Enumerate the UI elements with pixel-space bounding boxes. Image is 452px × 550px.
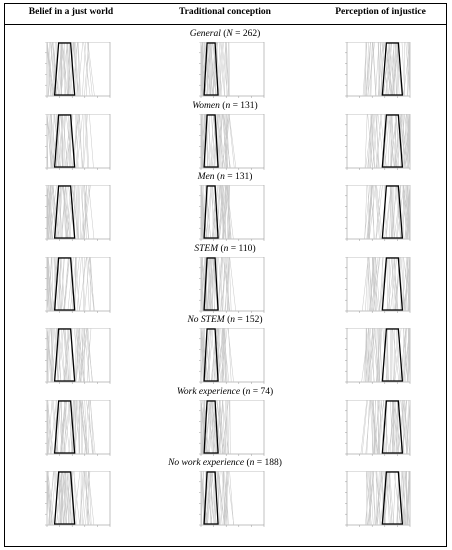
figure-header [5,4,446,25]
sample-size-value: 188 [264,458,279,468]
trajectory-svg [341,328,412,388]
trajectory-svg [41,42,112,102]
trajectory-plot [41,42,112,102]
trajectory-svg [195,471,266,531]
trajectory-plot [41,328,112,388]
group-name: No STEM [187,315,225,325]
sample-size-label: n [245,386,251,397]
trajectory-svg [195,114,266,174]
trajectory-svg [195,42,266,102]
trajectory-plot [41,257,112,317]
sample-size-label: N [226,29,233,39]
column-header-injustice: Perception of injustice [335,7,426,17]
trajectory-svg [41,400,112,460]
trajectory-svg [341,471,412,531]
trajectory-plot [195,42,266,102]
sample-size-value: 74 [260,386,270,397]
trajectory-plot [195,114,266,174]
row-title: STEM (n = 110) [194,243,256,254]
trajectory-plot [195,471,266,531]
trajectory-svg [41,114,112,174]
sample-size-value: 131 [234,172,250,182]
group-name: General [189,29,221,39]
sample-size-label: n [220,172,225,182]
row-title: Women (n = 131) [192,100,258,111]
group-name: STEM [194,243,219,254]
trajectory-svg [341,185,412,245]
trajectory-svg [341,42,412,102]
trajectory-svg [341,400,412,460]
trajectory-plot [195,257,266,317]
sample-size-value: 262 [242,29,258,39]
trajectory-svg [195,257,266,317]
trajectory-svg [195,185,266,245]
sample-size-label: n [249,458,255,468]
trajectory-svg [41,185,112,245]
trajectory-svg [41,471,112,531]
sample-size-label: n [230,315,235,325]
trajectory-plot [41,114,112,174]
trajectory-plot [341,185,412,245]
group-name: Work experience [176,386,241,397]
sample-size-value: 131 [240,100,255,111]
trajectory-svg [195,400,266,460]
row-title: No work experience (n = 188) [168,458,282,468]
figure-frame [4,3,447,547]
sample-size-label: n [223,243,229,254]
sample-size-value: 110 [238,243,253,254]
trajectory-plot [341,114,412,174]
trajectory-svg [341,257,412,317]
trajectory-plot [341,42,412,102]
trajectory-plot [41,400,112,460]
trajectory-plot [195,185,266,245]
trajectory-plot [341,471,412,531]
row-title: No STEM (n = 152) [187,315,263,325]
trajectory-svg [41,328,112,388]
trajectory-plot [195,400,266,460]
trajectory-svg [195,328,266,388]
trajectory-plot [41,471,112,531]
row-title: Men (n = 131) [197,172,253,182]
trajectory-plot [341,328,412,388]
trajectory-plot [341,257,412,317]
group-name: Men [197,172,215,182]
trajectory-svg [341,114,412,174]
trajectory-plot [41,185,112,245]
trajectory-svg [41,257,112,317]
column-header-traditional: Traditional conception [179,7,271,17]
group-name: Women [192,100,220,111]
trajectory-plot [195,328,266,388]
group-name: No work experience [168,458,245,468]
column-header-belief: Belief in a just world [28,7,114,17]
row-title: General (N = 262) [189,29,261,39]
trajectory-plot [341,400,412,460]
sample-size-value: 152 [245,315,260,325]
row-title: Work experience (n = 74) [176,386,274,397]
sample-size-label: n [225,100,231,111]
